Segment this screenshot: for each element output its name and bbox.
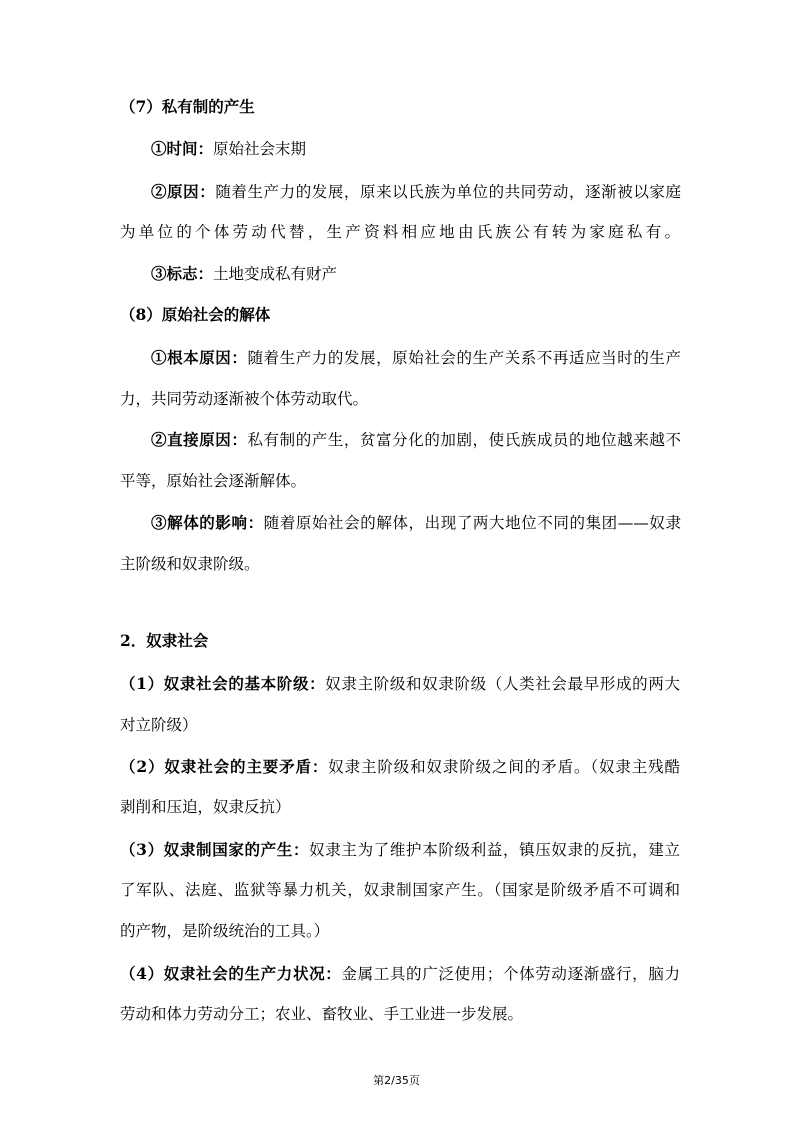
section-7-heading: （7）私有制的产生	[120, 97, 255, 116]
impact-line-2: 主阶级和奴隶阶级。	[120, 555, 260, 573]
sign-text: 土地变成私有财产	[213, 265, 338, 283]
direct-cause-line-2: 平等，原始社会逐渐解体。	[120, 472, 307, 490]
slavery-item-1-label: （1）奴隶社会的基本阶级：	[120, 674, 326, 693]
impact-line-1	[151, 513, 681, 533]
slavery-heading: 2．奴隶社会	[120, 631, 209, 650]
root-cause-line-1	[151, 348, 681, 368]
slavery-item-3-label: （3）奴隶制国家的产生：	[120, 840, 310, 859]
slavery-item-3-line-1	[120, 840, 680, 860]
time-label: ①时间：	[151, 139, 214, 158]
direct-cause-text-1: 私有制的产生，贫富分化的加剧，使氏族成员的地位越来越不	[247, 431, 681, 449]
sign-label: ③标志：	[151, 264, 214, 283]
cause-paragraph-line-1	[151, 182, 681, 202]
sign-paragraph	[151, 264, 681, 284]
impact-text-1: 随着原始社会的解体，出现了两大地位不同的集团——奴隶	[263, 514, 681, 532]
cause-paragraph-line-2: 为单位的个体劳动代替，生产资料相应地由氏族公有转为家庭私有。	[120, 223, 680, 241]
root-cause-line-2: 力，共同劳动逐渐被个体劳动取代。	[120, 390, 369, 408]
root-cause-text-1: 随着生产力的发展，原始社会的生产关系不再适应当时的生产	[247, 349, 681, 367]
impact-label: ③解体的影响：	[151, 513, 264, 532]
slavery-item-4-text-1: 金属工具的广泛使用；个体劳动逐渐盛行，脑力	[341, 965, 680, 983]
direct-cause-line-1	[151, 430, 681, 450]
section-8-heading: （8）原始社会的解体	[120, 305, 271, 324]
slavery-item-1-line-2: 对立阶级）	[120, 716, 198, 734]
time-text: 原始社会末期	[213, 140, 307, 158]
cause-text-1: 随着生产力的发展，原来以氏族为单位的共同劳动，逐渐被以家庭	[215, 183, 681, 201]
slavery-item-3-text-1: 奴隶主为了维护本阶级利益，镇压奴隶的反抗，建立	[309, 841, 680, 859]
slavery-item-2-line-1	[120, 757, 680, 777]
slavery-item-3-line-2: 了军队、法庭、监狱等暴力机关，奴隶制国家产生。（国家是阶级矛盾不可调和	[120, 881, 680, 899]
slavery-item-4-line-2: 劳动和体力劳动分工；农业、畜牧业、手工业进一步发展。	[120, 1005, 524, 1023]
slavery-item-2-label: （2）奴隶社会的主要矛盾：	[120, 757, 329, 776]
slavery-item-1-line-1	[120, 674, 680, 694]
slavery-item-3-line-3: 的产物，是阶级统治的工具。）	[120, 922, 330, 940]
slavery-item-4-line-1	[120, 964, 680, 984]
root-cause-label: ①根本原因：	[151, 348, 248, 367]
slavery-item-4-label: （4）奴隶社会的生产力状况：	[120, 964, 342, 983]
page-number: 第2/35页	[373, 1074, 420, 1087]
slavery-item-2-line-2: 剥削和压迫，奴隶反抗）	[120, 798, 291, 816]
cause-label: ②原因：	[151, 182, 216, 201]
time-paragraph	[151, 139, 681, 159]
slavery-item-1-text-1: 奴隶主阶级和奴隶阶级（人类社会最早形成的两大	[325, 675, 680, 693]
slavery-item-2-text-1: 奴隶主阶级和奴隶阶级之间的矛盾。（奴隶主残酷	[328, 758, 680, 776]
direct-cause-label: ②直接原因：	[151, 430, 248, 449]
